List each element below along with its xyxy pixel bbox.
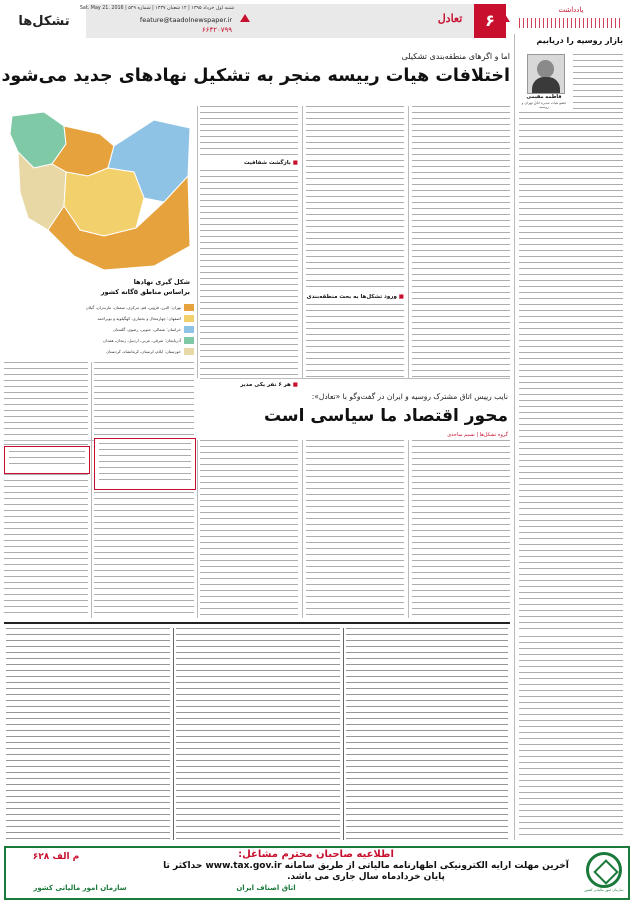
triangle-icon: [240, 14, 250, 22]
article-column: [412, 106, 510, 378]
second-headline: محور اقتصاد ما سیاسی است: [263, 406, 508, 426]
email[interactable]: feature@taadolnewspaper.ir: [139, 16, 232, 24]
notice-body: آخرین مهلت ارایه الکترونیکی اظهارنامه مالیاتی از طریق سامانه www.tax.gov.ir حداکثر تا پایان خردادماه سال جاری می باشد.: [163, 861, 569, 882]
phone: ۶۶۴۲۰۷۹۹: [201, 26, 232, 34]
article-column: [200, 170, 298, 378]
subhead-text: بازگشت شفافیت: [243, 160, 291, 166]
legend-swatch: [184, 337, 194, 344]
org-right: اتاق اصناف ایران: [236, 884, 296, 892]
column-rule: [302, 440, 303, 618]
article-column: [306, 440, 404, 618]
legend-label: آذربایجان: شرقی، غربی، اردبیل، زنجان، همدان: [103, 338, 181, 343]
iran-map-box: [4, 106, 194, 360]
note-body: [573, 54, 623, 110]
org-left: سازمان امور مالیاتی کشور: [33, 884, 127, 892]
column-rule: [197, 106, 198, 378]
note-body: [519, 636, 623, 836]
author-role: عضو هیات مدیره اتاق تهران و روسیه: [521, 101, 567, 109]
notice-title: اطلاعیه صاحبان محترم مشاغل:: [238, 849, 394, 860]
legend-item: [4, 346, 194, 357]
quote-box: [94, 438, 196, 490]
page-number-box: [474, 4, 506, 38]
author-name: فاطمه مقیمی: [526, 94, 562, 100]
author-photo: [527, 54, 565, 94]
section-title: تشکل‌ها: [18, 14, 70, 29]
legend-item: [4, 313, 194, 324]
second-kicker: نایب رییس اتاق مشترک روسیه و ایران در گفت‌وگو با «تعادل»:: [311, 392, 508, 401]
article-column: [306, 106, 404, 290]
note-sidebar: [517, 32, 625, 842]
iran-map: [4, 106, 194, 276]
legend-label: خراسان: شمالی، جنوبی، رضوی، گلستان: [113, 327, 181, 332]
ad-code: م الف ۶۲۸: [32, 852, 80, 862]
legend-label: اصفهان: چهارمحال و بختیاری، کهگیلویه و بویراحمد: [97, 316, 181, 321]
date-line: شنبه اول خرداد ۱۳۹۵ | ۱۴ شعبان ۱۴۳۷ | شماره ۵۲۹ | Sat. May 21. 2016: [79, 6, 234, 11]
quote-box: [4, 446, 90, 474]
legend-item: [4, 335, 194, 346]
bullet-icon: ■: [292, 160, 298, 166]
map-subtitle: براساس مناطق ۵گانه کشور: [100, 288, 190, 296]
legend-item: [4, 302, 194, 313]
ruler: [519, 18, 623, 28]
newspaper-logo: تعادل: [437, 12, 463, 25]
tax-logo-icon: [586, 852, 622, 888]
map-legend: [4, 302, 194, 357]
article-column: [306, 304, 404, 378]
sidebar-label-box: [517, 4, 625, 16]
article-column: [200, 440, 298, 618]
legend-swatch: [184, 304, 194, 311]
legend-swatch: [184, 315, 194, 322]
tax-ad: [4, 846, 630, 900]
column-rule: [408, 106, 409, 378]
column-rule: [91, 362, 92, 618]
article-column: [200, 106, 298, 156]
main-headline: اختلافات هیات رییسه منجر به تشکیل نهادهای جدید می‌شود: [1, 66, 510, 86]
subhead-text: ورود تشکل‌ها به بحث منطقه‌بندی: [306, 294, 397, 300]
bullet-icon: ■: [398, 294, 404, 300]
legend-label: خوزستان: ایلام، لرستان، کرمانشاه، کردستان: [106, 349, 181, 354]
subhead: [200, 382, 298, 388]
sidebar-label: یادداشت: [558, 6, 584, 14]
byline: گروه تشکل‌ها | نسیم ساجدی: [447, 432, 508, 438]
note-body: [519, 112, 623, 632]
subhead-text: هر ۶ نفر یکی مدیر: [240, 382, 291, 388]
legend-swatch: [184, 326, 194, 333]
column-rule: [197, 440, 198, 618]
page-number: ۶: [485, 11, 495, 30]
column-rule: [302, 106, 303, 378]
legend-item: [4, 324, 194, 335]
section-divider: [200, 378, 510, 379]
article-column: [94, 362, 194, 438]
subhead: [306, 294, 404, 300]
subhead: [200, 160, 298, 166]
main-kicker: اما و اگرهای منطقه‌بندی تشکیلی: [401, 52, 510, 61]
column-rule: [408, 440, 409, 618]
article-column: [4, 362, 88, 438]
section-tag: [4, 8, 90, 38]
legend-label: تهران: البرز، قزوین، قم، مرکزی، سمنان، مازندران، گیلان: [85, 305, 181, 310]
column-rule: [514, 34, 515, 840]
note-title: بازار روسیه را دریابیم: [536, 36, 623, 45]
article-column: [412, 440, 510, 618]
tax-logo-text: سازمان امور مالیاتی کشور: [584, 888, 624, 892]
bullet-icon: ■: [292, 382, 298, 388]
legal-notices: [4, 622, 510, 844]
legend-swatch: [184, 348, 194, 355]
map-title: شکل گیری نهادها: [133, 278, 190, 286]
